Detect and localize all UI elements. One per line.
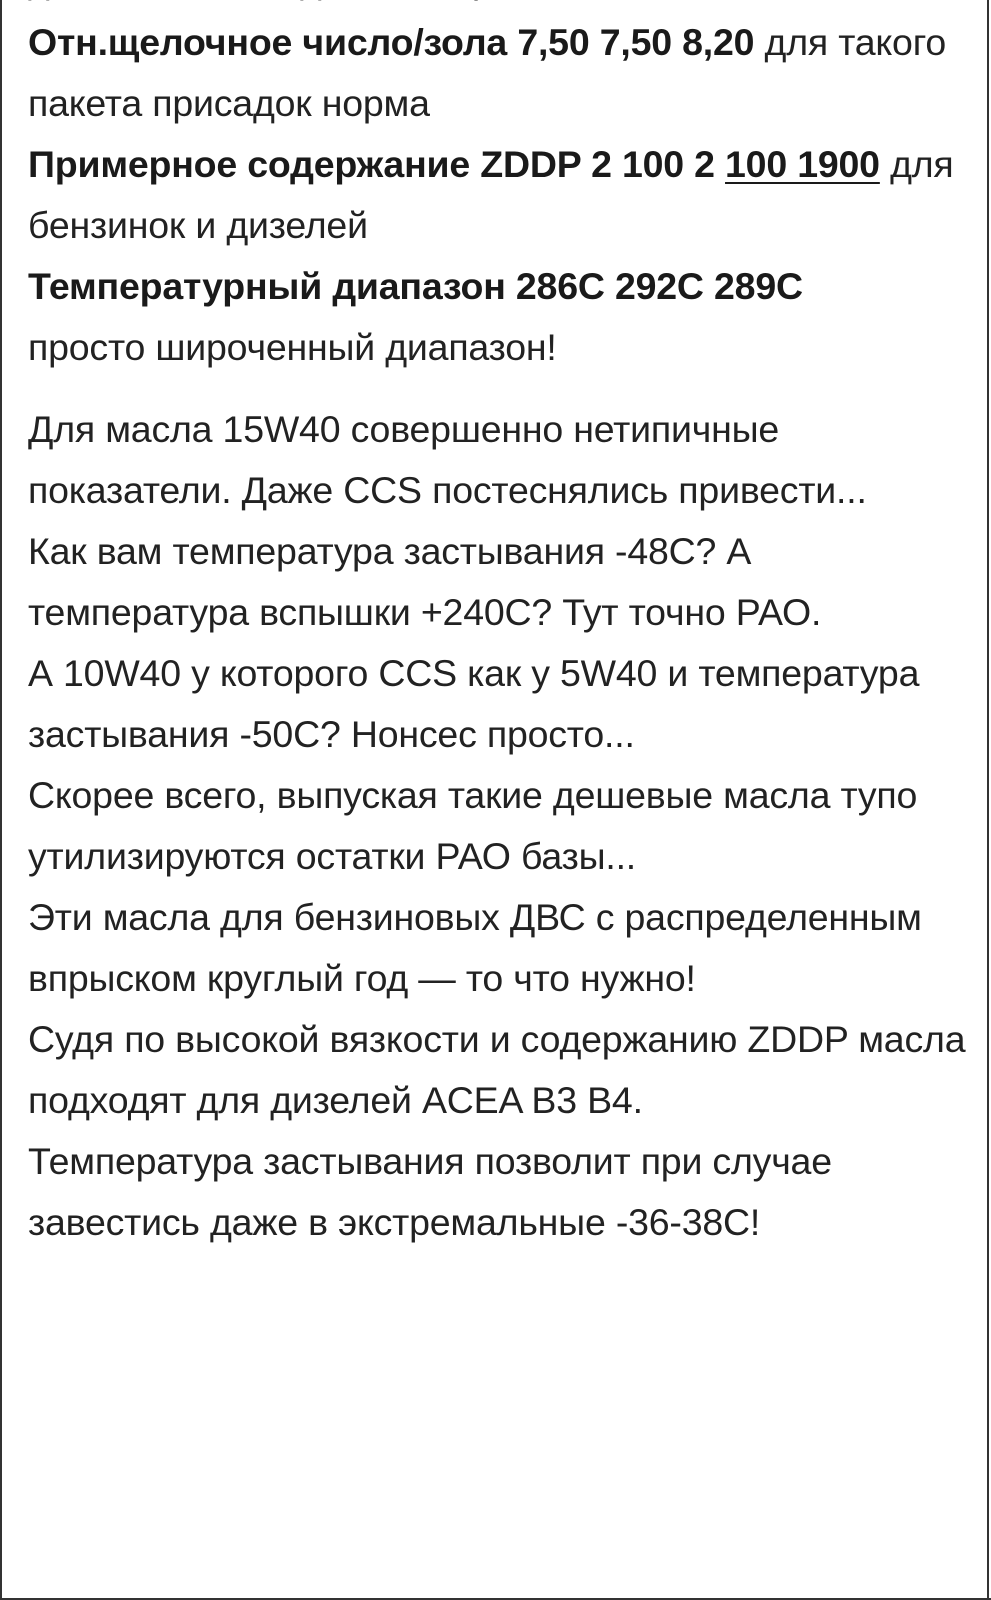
paragraph-spacer xyxy=(28,378,971,399)
paragraph: Для масла 15W40 совершенно нетипичные показатели. Даже CCS постеснялись привести... xyxy=(28,408,867,511)
stat-values: 2 100 2 xyxy=(591,143,715,185)
stat-label: Отн.щелочное число/зола xyxy=(28,21,508,63)
stat-values: 286C 292C 289C xyxy=(515,265,803,307)
cut-off-line xyxy=(28,0,971,12)
paragraph: А 10W40 у которого CCS как у 5W40 и температура застывания -50С? Нонсес просто... xyxy=(28,652,920,755)
cut-off-text xyxy=(28,0,971,11)
stat-values: 7,50 7,50 8,20 xyxy=(517,21,755,63)
stat-note: для такого пакета присадок норма xyxy=(28,21,947,124)
paragraph: Эти масла для бензиновых ДВС с распределенным впрыском круглый год — то что нужно! xyxy=(28,896,922,999)
stat-label: Примерное содержание ZDDP xyxy=(28,143,581,185)
stat-alkaline-number xyxy=(28,12,971,134)
paragraph: Судя по высокой вязкости и содержанию ZDDP масла подходят для дизелей ACEA B3 B4. xyxy=(28,1018,966,1121)
paragraph: Температура застывания позволит при случае завестись даже в экстремальные -36-38С! xyxy=(28,1140,832,1243)
stat-note: для бензинок и дизелей xyxy=(28,143,954,246)
stat-note: просто широченный диапазон! xyxy=(28,326,557,368)
stat-label: Температурный диапазон xyxy=(28,265,506,307)
post-content xyxy=(28,0,971,1253)
stat-temperature-range xyxy=(28,256,971,378)
paragraph: Скорее всего, выпуская такие дешевые масла тупо утилизируются остатки РАО базы... xyxy=(28,774,918,877)
paragraph: Как вам температура застывания -48С? А температура вспышки +240С? Тут точно РАО. xyxy=(28,530,822,633)
stat-values-underlined: 100 1900 xyxy=(725,143,880,185)
stat-zddp-content xyxy=(28,134,971,256)
